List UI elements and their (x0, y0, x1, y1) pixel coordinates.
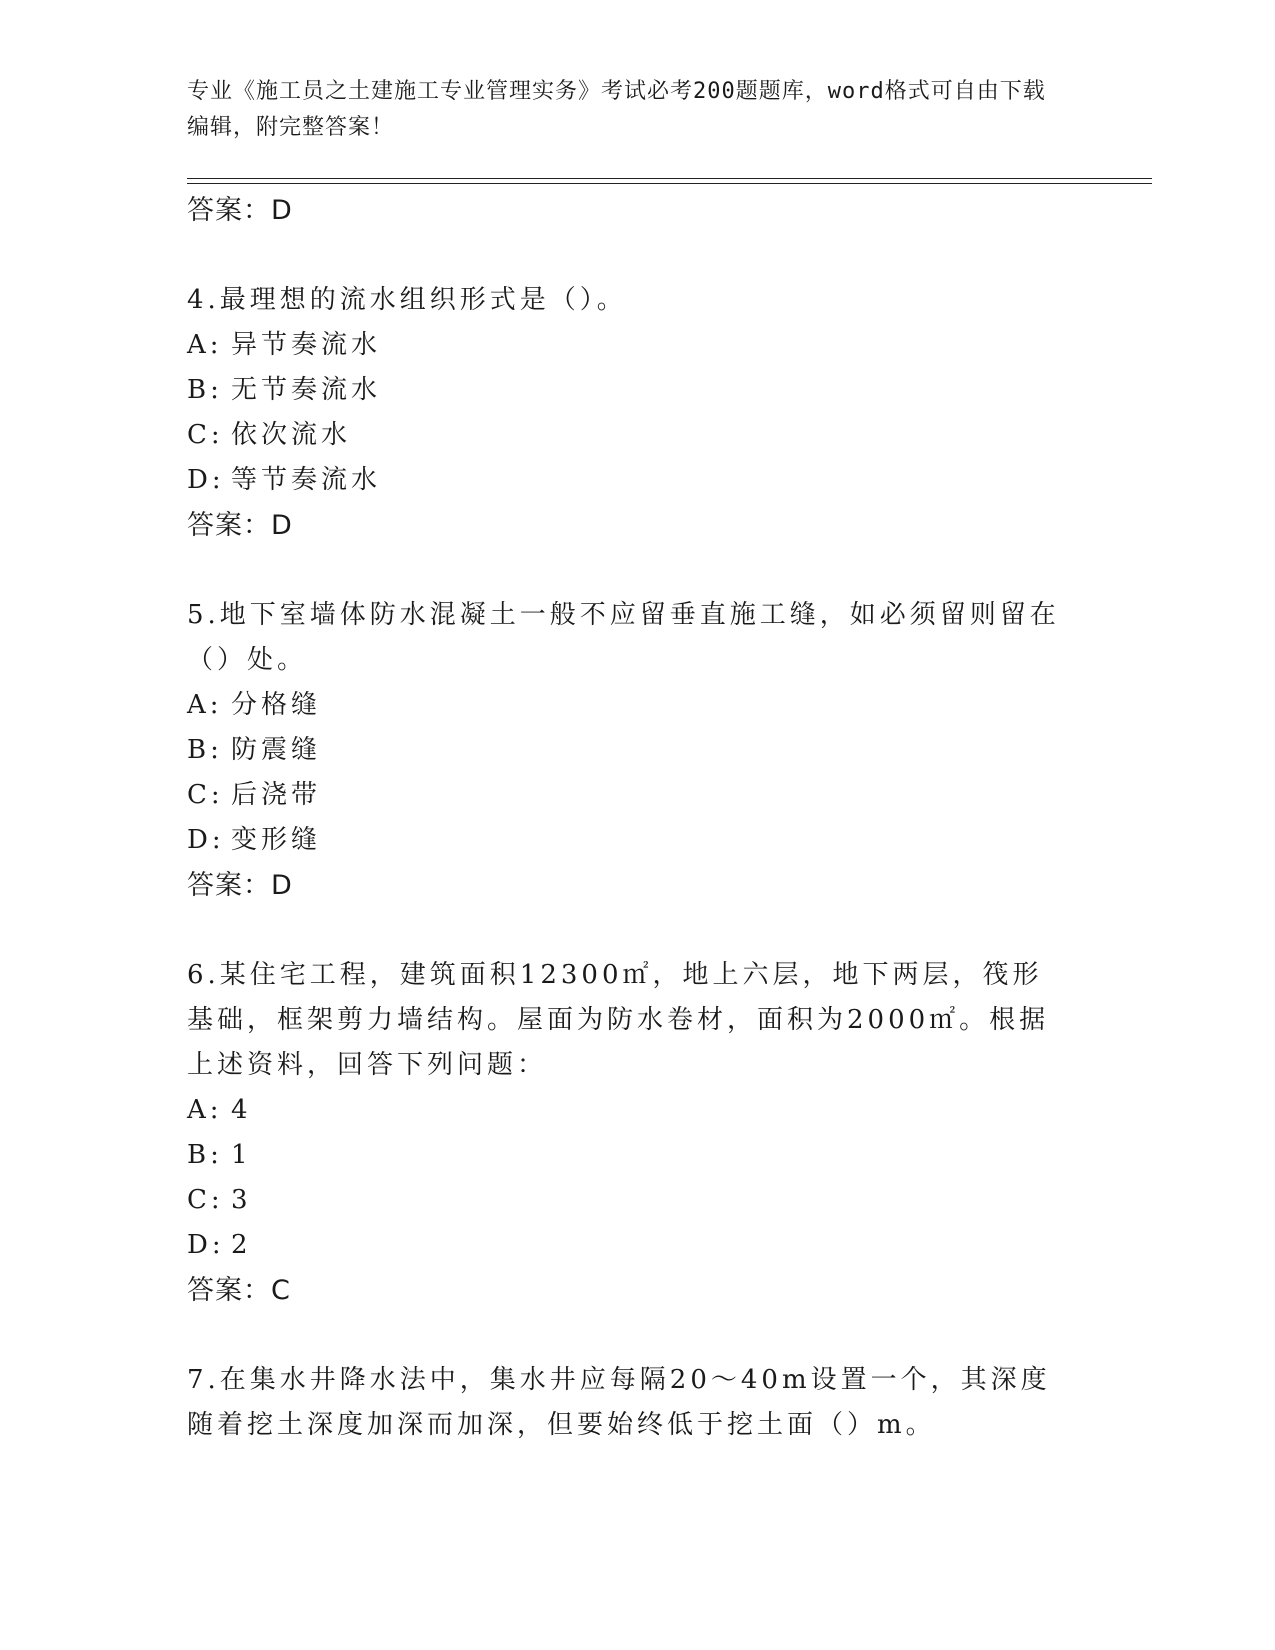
option-text: 4 (231, 1095, 252, 1125)
option-text: 分格缝 (231, 690, 322, 720)
question-text: 4.最理想的流水组织形式是（）。 (187, 285, 627, 315)
option-b (187, 728, 1087, 773)
question-text: 6.某住宅工程，建筑面积12300㎡，地上六层，地下两层，筏形基础，框架剪力墙结构。屋面为防水卷材，面积为2000㎡。根据上述资料，回答下列问题： (187, 960, 1050, 1080)
option-text: 3 (231, 1185, 252, 1215)
option-text: 无节奏流水 (231, 375, 382, 405)
option-key: A: (187, 1095, 223, 1125)
spacer (187, 909, 1087, 953)
option-text: 变形缝 (231, 825, 322, 855)
header-rule-top (187, 178, 1152, 179)
option-text: 防震缝 (231, 735, 322, 765)
answer-line: 答案：D (187, 510, 293, 541)
option-text: 1 (231, 1140, 252, 1170)
spacer (187, 234, 1087, 278)
option-c (187, 1178, 1087, 1223)
option-text: 2 (231, 1230, 252, 1260)
header-note: 专业《施工员之土建施工专业管理实务》考试必考200题题库，word格式可自由下载编辑，附完整答案！ (187, 79, 1046, 140)
option-key: B: (187, 1140, 223, 1170)
spacer (187, 549, 1087, 593)
option-text: 后浇带 (231, 780, 322, 810)
question-item (187, 278, 1087, 549)
option-key: A: (187, 690, 223, 720)
option-text: 异节奏流水 (231, 330, 382, 360)
answer-line: 答案：C (187, 1275, 291, 1306)
option-a (187, 323, 1087, 368)
header-rule-bottom (187, 183, 1152, 184)
option-key: B: (187, 375, 223, 405)
answer-line: 答案：D (187, 870, 293, 901)
option-c (187, 773, 1087, 818)
option-a (187, 683, 1087, 728)
option-d (187, 458, 1087, 503)
option-key: A: (187, 330, 223, 360)
option-key: D: (187, 465, 225, 495)
spacer (187, 1314, 1087, 1358)
option-d (187, 1223, 1087, 1268)
question-text: 5.地下室墙体防水混凝土一般不应留垂直施工缝，如必须留则留在（）处。 (187, 600, 1060, 675)
option-key: D: (187, 825, 225, 855)
option-key: D: (187, 1230, 225, 1260)
option-c (187, 413, 1087, 458)
option-a (187, 1088, 1087, 1133)
option-key: B: (187, 735, 223, 765)
question-text: 7.在集水井降水法中，集水井应每隔20～40m设置一个，其深度随着挖土深度加深而加深，但要始终低于挖土面（）m。 (187, 1365, 1051, 1440)
content (187, 188, 1087, 1448)
option-b (187, 1133, 1087, 1178)
option-key: C: (187, 780, 224, 810)
question-item (187, 593, 1087, 909)
answer-line: 答案：D (187, 195, 293, 226)
option-b (187, 368, 1087, 413)
option-text: 依次流水 (231, 420, 352, 450)
option-key: C: (187, 1185, 224, 1215)
question-item (187, 953, 1087, 1314)
option-text: 等节奏流水 (231, 465, 382, 495)
option-d (187, 818, 1087, 863)
option-key: C: (187, 420, 224, 450)
question-item (187, 1358, 1087, 1448)
